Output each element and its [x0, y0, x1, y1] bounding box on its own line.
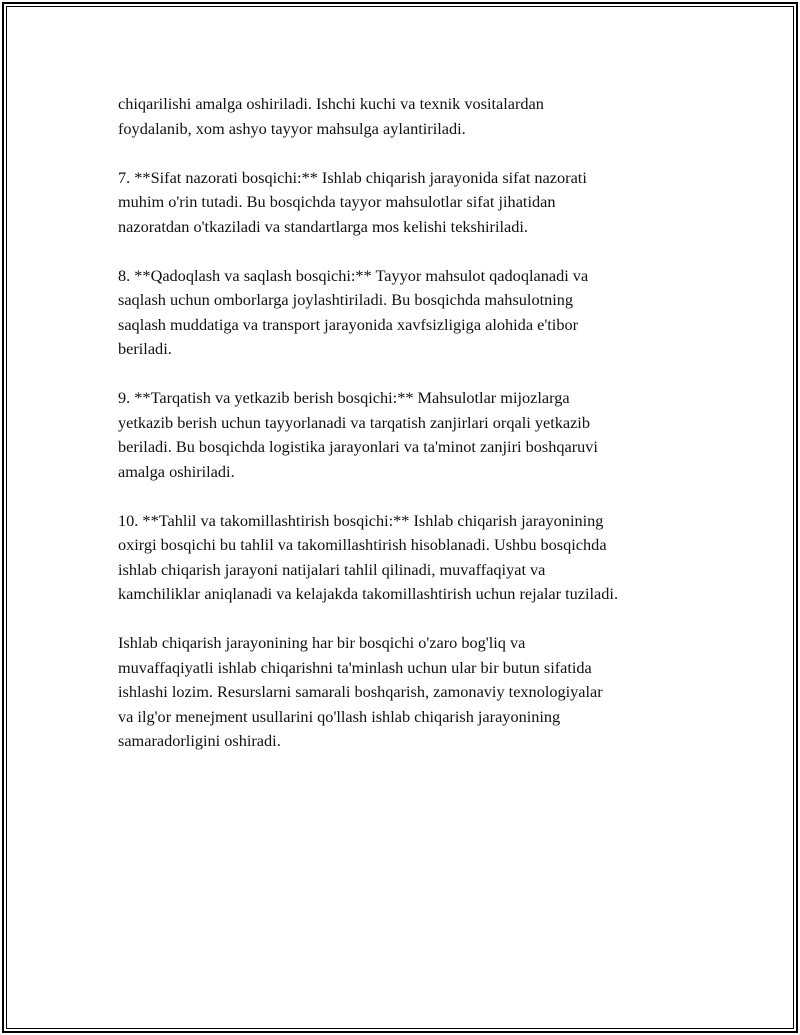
- paragraph-packaging-storage-stage: 8. **Qadoqlash va saqlash bosqichi:** Tayyor mahsulot qadoqlanadi va saqlash uchun omborlarga joylashtiriladi. Bu bosqichda mahsulotning saqlash muddatiga va transport jarayonida xavfsizligiga alohida e'tibor beriladi.: [118, 265, 589, 358]
- paragraph-production-continuation: chiqarilishi amalga oshiriladi. Ishchi kuchi va texnik vositalardan foydalanib, xom ashyo tayyor mahsulga aylantiriladi.: [118, 94, 544, 138]
- document-body: [118, 92, 698, 778]
- paragraph-quality-control-stage: 7. **Sifat nazorati bosqichi:** Ishlab chiqarish jarayonida sifat nazorati muhim o'rin tutadi. Bu bosqichda tayyor mahsulotlar sifat jihatidan nazoratdan o'tkaziladi va standartlarga mos kelishi tekshiriladi.: [118, 167, 587, 236]
- paragraph-analysis-improvement-stage: 10. **Tahlil va takomillashtirish bosqichi:** Ishlab chiqarish jarayonining oxirgi bosqichi bu tahlil va takomillashtirish hisoblanadi. Ushbu bosqichda ishlab chiqarish jarayoni natijalari tahlil qilinadi, muvaffaqiyat va kamchiliklar aniqlanadi va kelajakda takomillashtirish uchun rejalar tuziladi.: [118, 510, 619, 603]
- paragraph-distribution-delivery-stage: 9. **Tarqatish va yetkazib berish bosqichi:** Mahsulotlar mijozlarga yetkazib berish uchun tayyorlanadi va tarqatish zanjirlari orqali yetkazib beriladi. Bu bosqichda logistika jarayonlari va ta'minot zanjiri boshqaruvi amalga oshiriladi.: [118, 388, 598, 481]
- paragraph-conclusion: Ishlab chiqarish jarayonining har bir bosqichi o'zaro bog'liq va muvaffaqiyatli ishlab chiqarishni ta'minlash uchun ular bir butun sifatida ishlashi lozim. Resurslarni samarali boshqarish, zamonaviy texnologiyalar va ilg'or menejment usullarini qo'llash ishlab chiqarish jarayonining samaradorligini oshiradi.: [118, 633, 603, 750]
